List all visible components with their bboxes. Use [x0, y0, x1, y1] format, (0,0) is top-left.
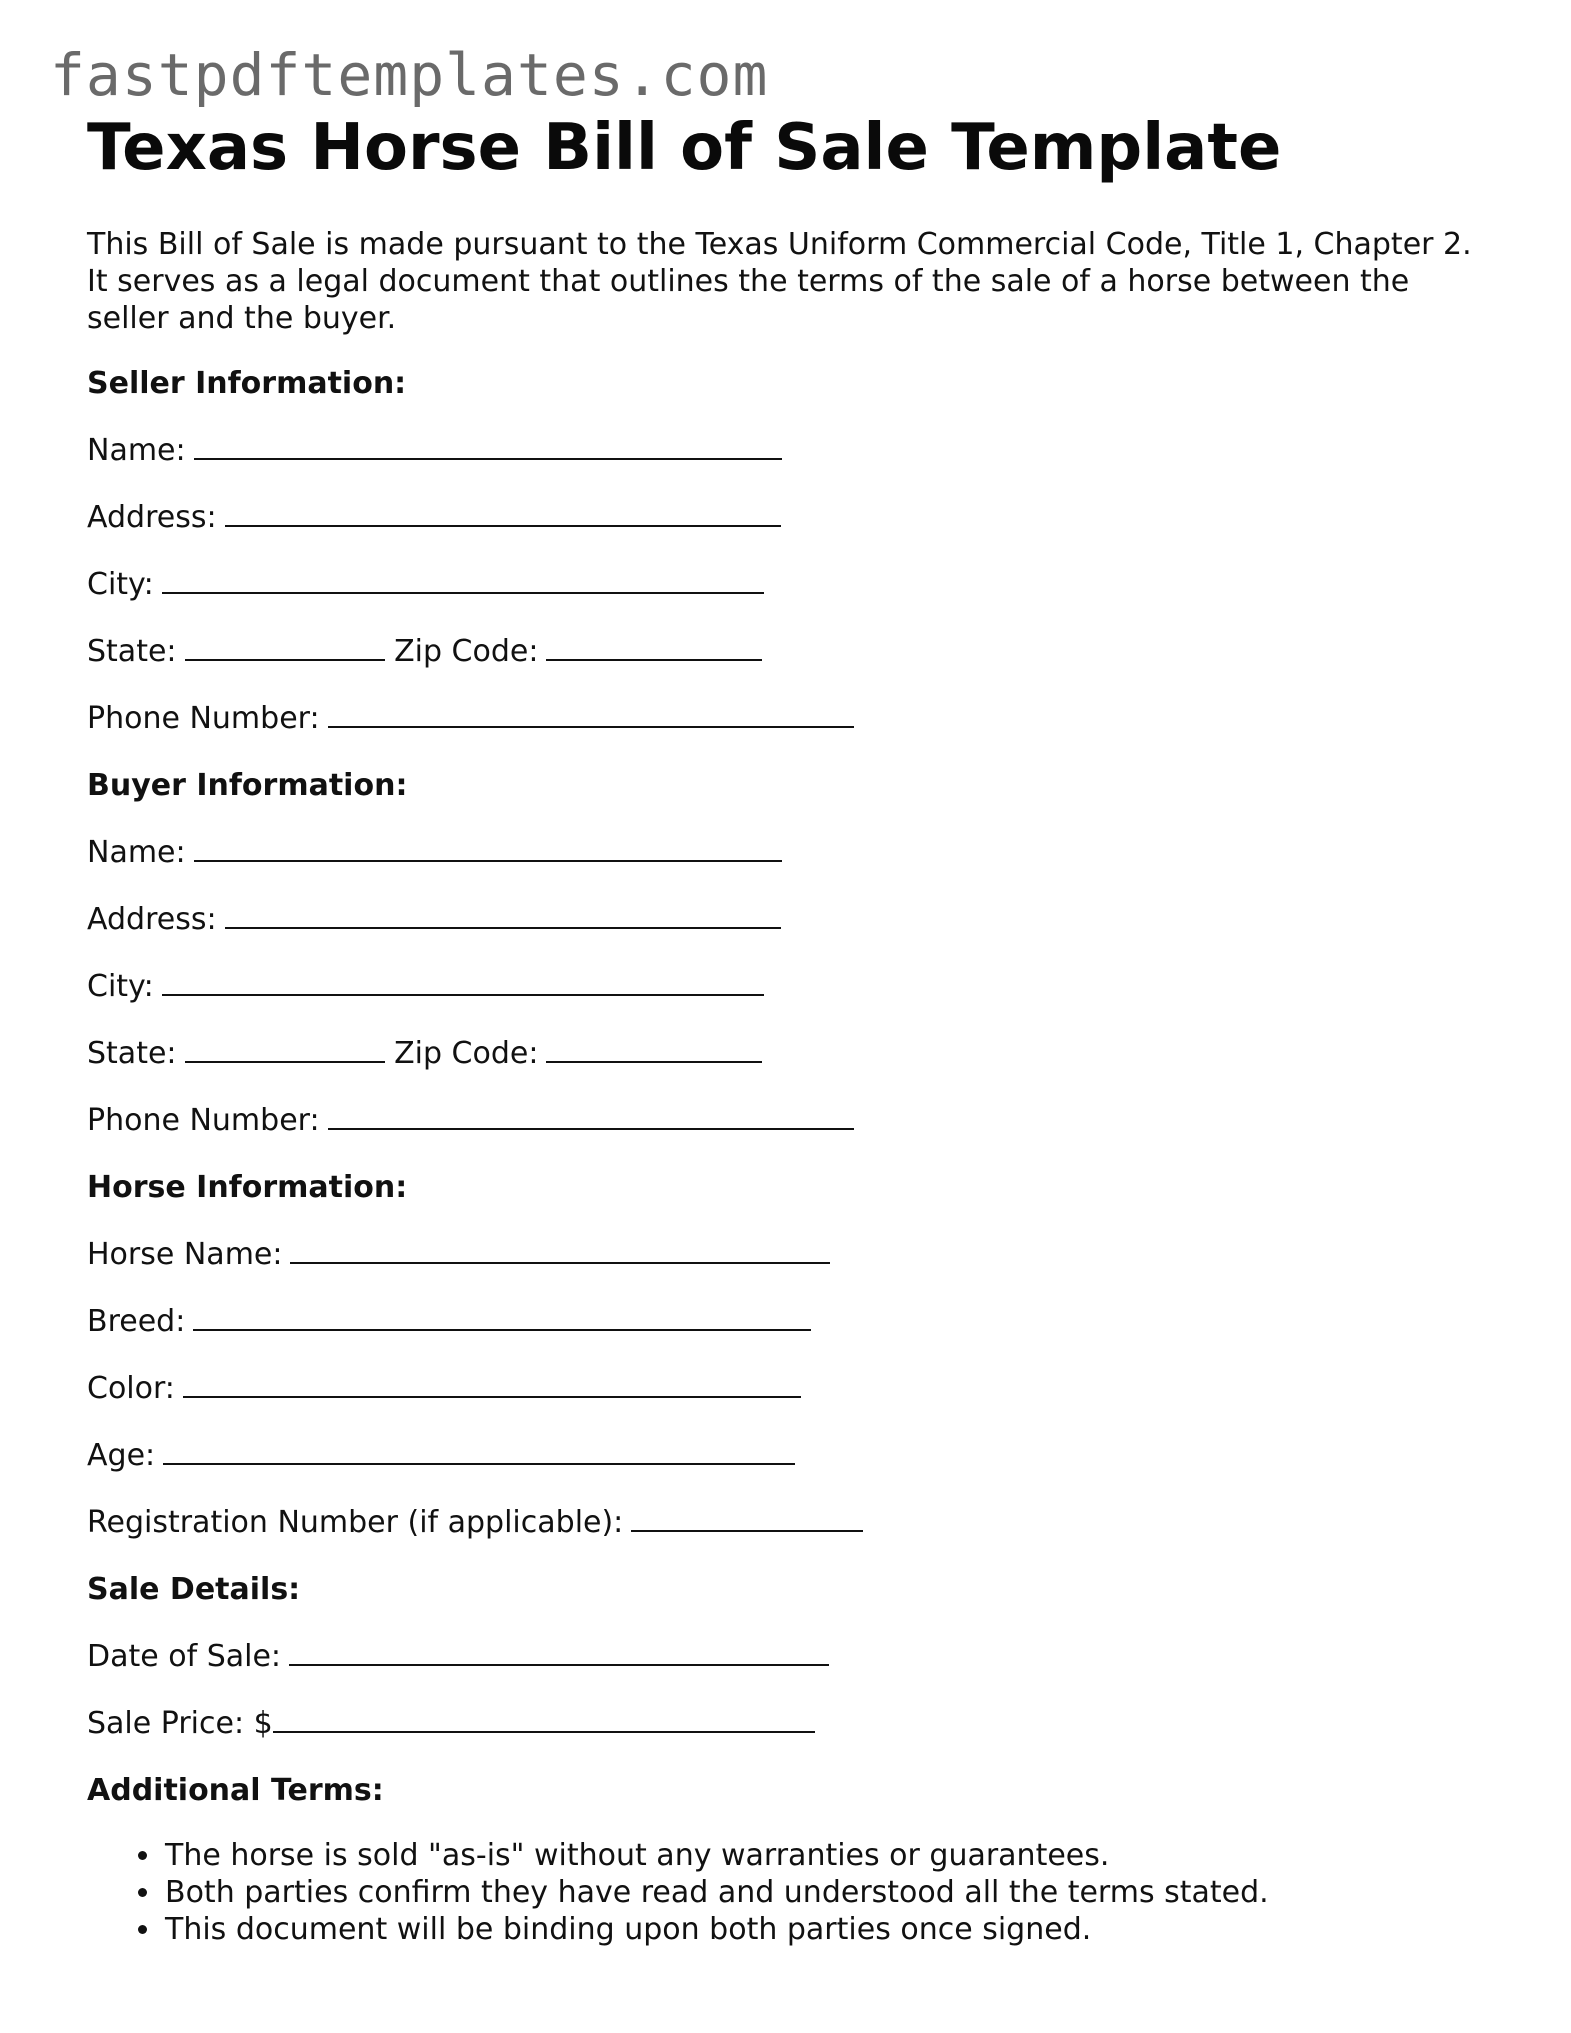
- buyer-name-label: Name:: [87, 834, 186, 870]
- seller-zip-label: Zip Code:: [394, 633, 539, 669]
- horse-registration-field[interactable]: [631, 1504, 863, 1532]
- horse-breed-field[interactable]: [193, 1303, 811, 1331]
- horse-breed-row: [87, 1303, 1507, 1340]
- buyer-name-row: [87, 834, 1507, 871]
- horse-registration-row: [87, 1504, 1507, 1541]
- buyer-address-field[interactable]: [225, 901, 781, 929]
- horse-color-field[interactable]: [183, 1370, 801, 1398]
- seller-city-label: City:: [87, 566, 154, 602]
- buyer-state-label: State:: [87, 1035, 177, 1071]
- horse-heading: Horse Information:: [87, 1169, 408, 1205]
- buyer-heading: Buyer Information:: [87, 767, 408, 803]
- seller-zip-field[interactable]: [546, 633, 762, 661]
- horse-name-label: Horse Name:: [87, 1236, 283, 1272]
- horse-color-label: Color:: [87, 1370, 175, 1406]
- seller-name-field[interactable]: [194, 432, 782, 460]
- horse-breed-label: Breed:: [87, 1303, 186, 1339]
- seller-address-field[interactable]: [225, 499, 781, 527]
- seller-address-row: [87, 499, 1507, 536]
- buyer-city-row: [87, 968, 1507, 1005]
- seller-name-label: Name:: [87, 432, 186, 468]
- seller-phone-row: [87, 700, 1507, 737]
- intro-paragraph: This Bill of Sale is made pursuant to the Texas Uniform Commercial Code, Title 1, Chapter 2. It serves as a legal document that outlines the terms of the sale of a horse between the seller and the buyer.: [87, 226, 1472, 336]
- document-body: [87, 112, 1507, 1948]
- watermark: fastpdftemplates.com: [50, 41, 769, 109]
- buyer-state-zip-row: [87, 1035, 1507, 1072]
- seller-phone-field[interactable]: [328, 700, 854, 728]
- page-title: Texas Horse Bill of Sale Template: [87, 111, 1282, 185]
- sale-price-field[interactable]: [273, 1705, 815, 1733]
- sale-date-field[interactable]: [289, 1638, 829, 1666]
- horse-color-row: [87, 1370, 1507, 1407]
- buyer-phone-label: Phone Number:: [87, 1102, 320, 1138]
- buyer-phone-row: [87, 1102, 1507, 1139]
- sale-heading: Sale Details:: [87, 1571, 301, 1607]
- horse-registration-label: Registration Number (if applicable):: [87, 1504, 624, 1540]
- buyer-city-label: City:: [87, 968, 154, 1004]
- seller-state-field[interactable]: [185, 633, 385, 661]
- seller-phone-label: Phone Number:: [87, 700, 320, 736]
- buyer-phone-field[interactable]: [328, 1102, 854, 1130]
- horse-age-row: [87, 1437, 1507, 1474]
- seller-address-label: Address:: [87, 499, 217, 535]
- sale-price-label: Sale Price: $: [87, 1705, 273, 1741]
- sale-date-row: [87, 1638, 1507, 1675]
- seller-name-row: [87, 432, 1507, 469]
- sale-price-row: [87, 1705, 1507, 1742]
- horse-age-field[interactable]: [163, 1437, 795, 1465]
- terms-list: [87, 1837, 1507, 1948]
- list-item: • The horse is sold "as-is" without any warranties or guarantees.: [163, 1837, 1507, 1874]
- list-item: • This document will be binding upon both parties once signed.: [163, 1911, 1507, 1948]
- buyer-city-field[interactable]: [162, 968, 764, 996]
- list-item: • Both parties confirm they have read and understood all the terms stated.: [163, 1874, 1507, 1911]
- buyer-zip-label: Zip Code:: [394, 1035, 539, 1071]
- buyer-state-field[interactable]: [185, 1035, 385, 1063]
- seller-state-zip-row: [87, 633, 1507, 670]
- horse-age-label: Age:: [87, 1437, 156, 1473]
- seller-city-field[interactable]: [162, 566, 764, 594]
- sale-date-label: Date of Sale:: [87, 1638, 282, 1674]
- buyer-address-label: Address:: [87, 901, 217, 937]
- buyer-address-row: [87, 901, 1507, 938]
- horse-name-row: [87, 1236, 1507, 1273]
- horse-name-field[interactable]: [290, 1236, 830, 1264]
- buyer-zip-field[interactable]: [546, 1035, 762, 1063]
- terms-heading: Additional Terms:: [87, 1772, 384, 1808]
- seller-heading: Seller Information:: [87, 365, 407, 401]
- buyer-name-field[interactable]: [194, 834, 782, 862]
- seller-state-label: State:: [87, 633, 177, 669]
- seller-city-row: [87, 566, 1507, 603]
